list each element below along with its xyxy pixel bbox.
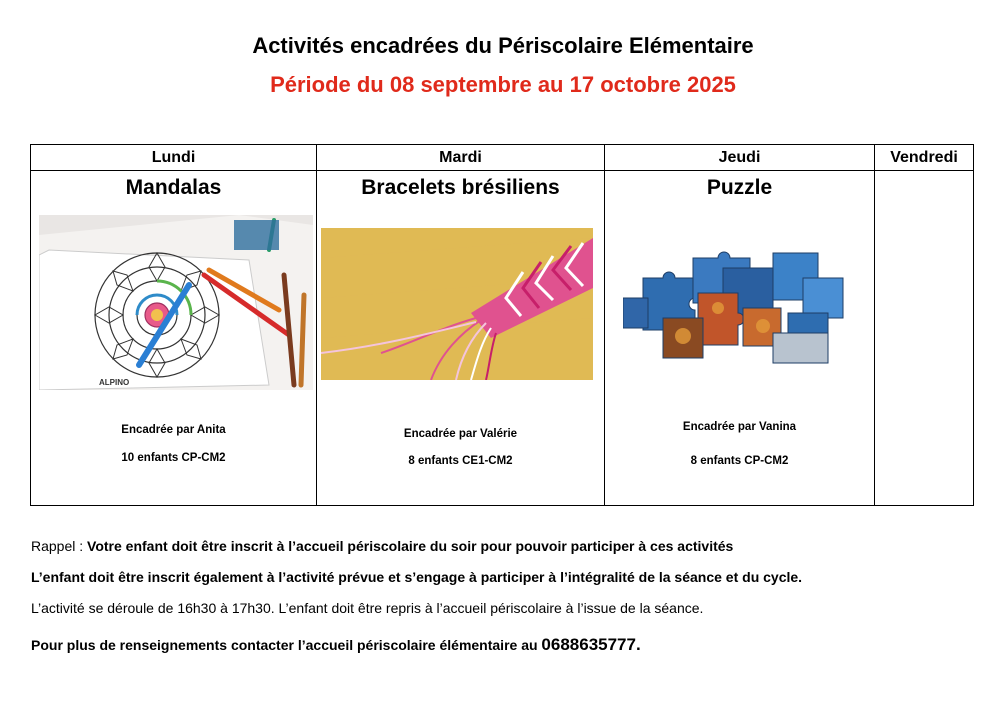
activity-cell-lundi <box>31 171 317 506</box>
activity-supervisor: Encadrée par Vanina <box>682 421 797 433</box>
day-header: Mardi <box>317 145 605 171</box>
activity-cell-mardi <box>317 171 605 506</box>
day-header: Vendredi <box>875 145 974 171</box>
rappel-text: Votre enfant doit être inscrit à l’accueil périscolaire du soir pour pouvoir participer à ces activités <box>87 538 734 554</box>
activity-cell-vendredi <box>875 171 974 506</box>
activity-group: 10 enfants CP-CM2 <box>121 452 226 464</box>
schedule-table <box>30 144 974 506</box>
activities-row <box>31 171 974 506</box>
days-header-row <box>31 145 974 171</box>
note-rappel <box>31 538 733 554</box>
schedule-text: L’activité se déroule de 16h30 à 17h30. L’enfant doit être repris à l’accueil périscolaire à l’issue de la séance. <box>31 600 704 616</box>
note-registration <box>31 569 802 585</box>
activity-name: Puzzle <box>706 176 773 199</box>
activity-supervisor: Encadrée par Anita <box>121 424 226 436</box>
puzzle-pieces-image <box>623 238 859 368</box>
mandala-coloring-image <box>39 215 313 390</box>
friendship-bracelet-image <box>321 228 593 380</box>
activity-group: 8 enfants CE1-CM2 <box>408 455 513 467</box>
activity-name: Mandalas <box>125 176 222 199</box>
note-schedule <box>31 600 703 616</box>
activity-group: 8 enfants CP-CM2 <box>690 455 789 467</box>
period-subtitle: Période du 08 septembre au 17 octobre 2025 <box>270 72 736 97</box>
day-header: Lundi <box>31 145 317 171</box>
rappel-label: Rappel : <box>31 538 88 554</box>
activity-cell-jeudi <box>605 171 875 506</box>
day-header: Jeudi <box>605 145 875 171</box>
activity-name: Bracelets brésiliens <box>361 176 560 199</box>
svg-text:ALPINO: ALPINO <box>99 378 130 387</box>
activity-supervisor: Encadrée par Valérie <box>403 428 518 440</box>
registration-text: L’enfant doit être inscrit également à l’activité prévue et s’engage à participer à l’intégralité de la séance et du cycle. <box>31 569 803 585</box>
page-title: Activités encadrées du Périscolaire Elémentaire <box>252 33 754 58</box>
contact-phone: 0688635777. <box>541 635 641 654</box>
note-contact <box>31 635 641 655</box>
contact-text: Pour plus de renseignements contacter l’accueil périscolaire élémentaire au <box>31 637 542 653</box>
